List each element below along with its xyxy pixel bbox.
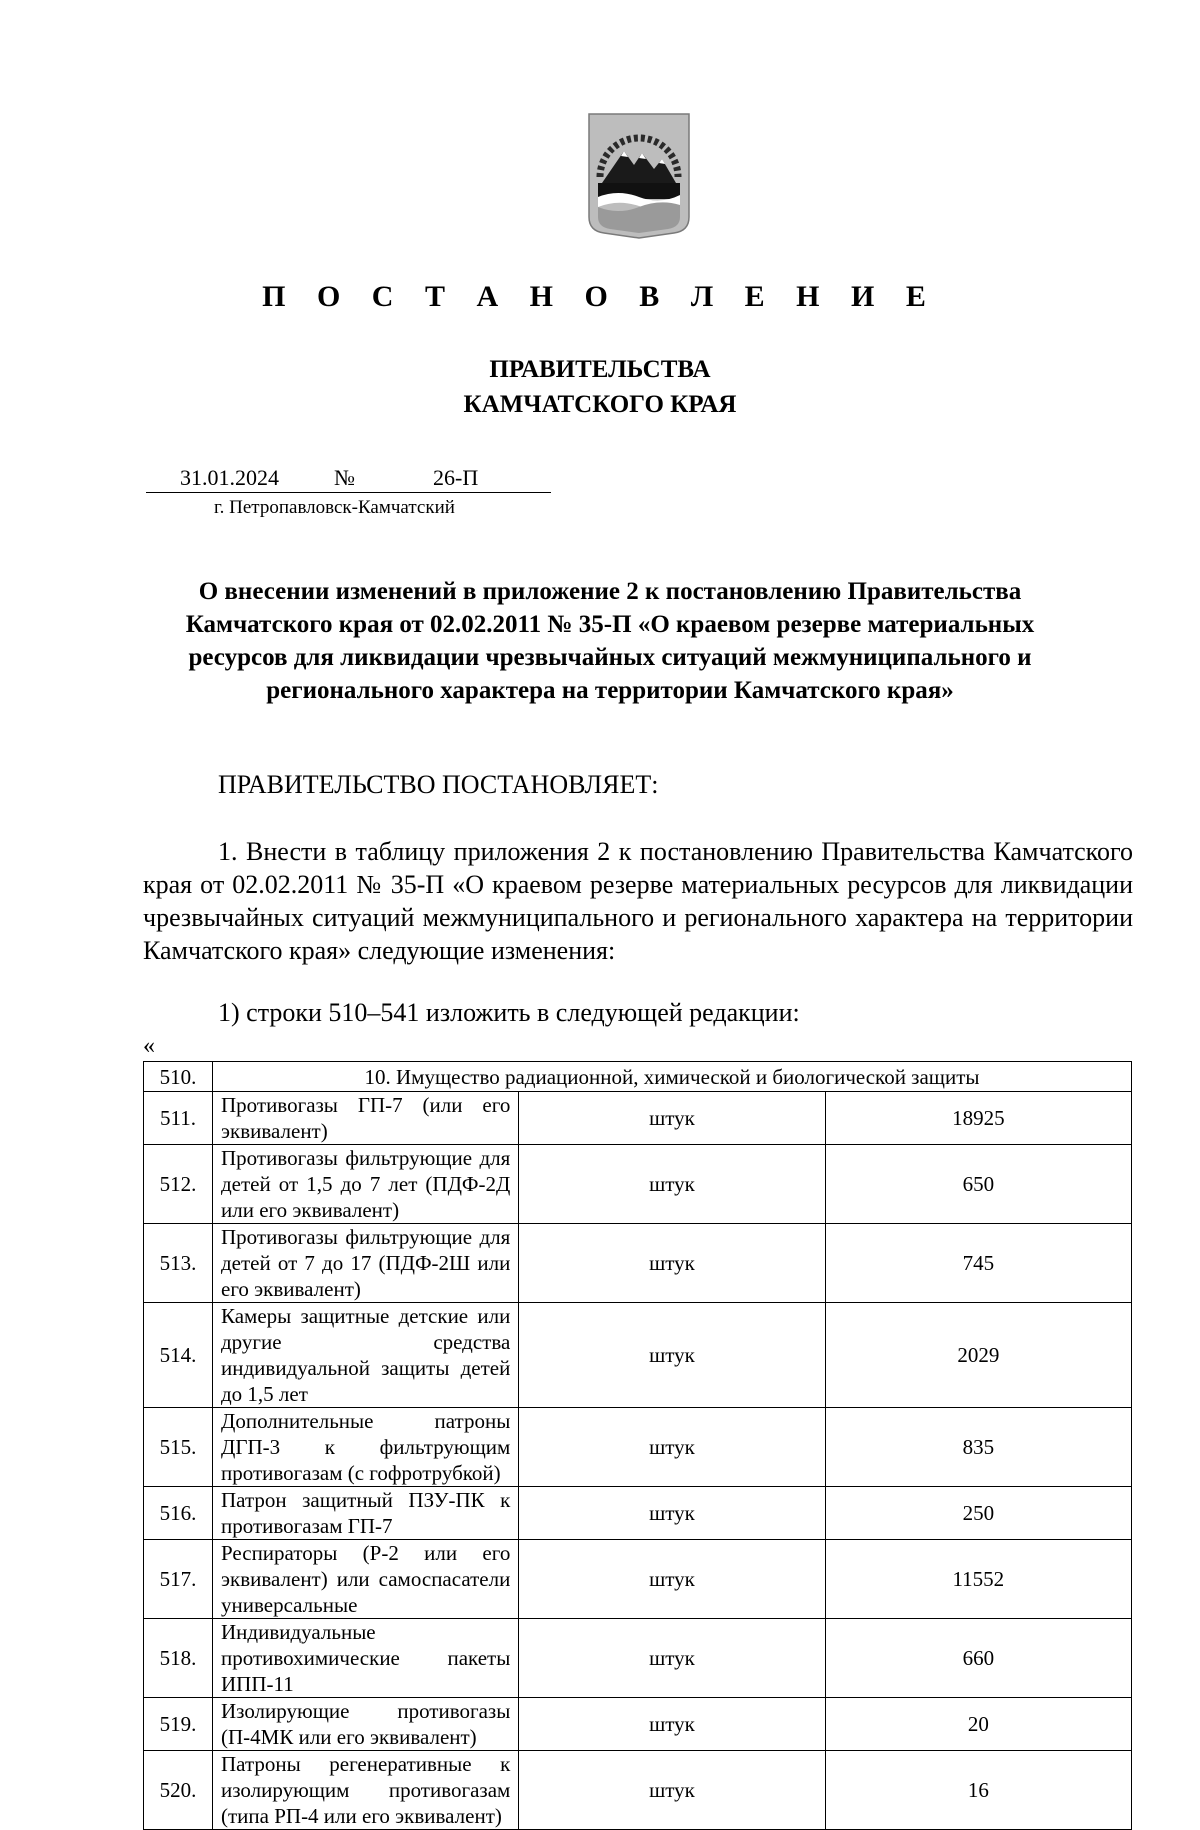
table-row bbox=[144, 1487, 1132, 1540]
item-quantity: 20 bbox=[825, 1698, 1131, 1751]
table-row bbox=[144, 1303, 1132, 1408]
authority-line-2: КАМЧАТСКОГО КРАЯ bbox=[463, 391, 737, 418]
decree-statement: ПРАВИТЕЛЬСТВО ПОСТАНОВЛЯЕТ: bbox=[218, 770, 659, 799]
kamchatka-coat-of-arms-icon bbox=[588, 113, 690, 239]
item-quantity: 745 bbox=[825, 1224, 1131, 1303]
item-quantity: 2029 bbox=[825, 1303, 1131, 1408]
item-quantity: 16 bbox=[825, 1751, 1131, 1830]
item-quantity: 250 bbox=[825, 1487, 1131, 1540]
item-unit: штук bbox=[519, 1540, 825, 1619]
document-city: г. Петропавловск-Камчатский bbox=[214, 497, 455, 518]
row-number: 517. bbox=[144, 1540, 213, 1619]
subparagraph-1: 1) строки 510–541 изложить в следующей редакции: bbox=[218, 998, 800, 1027]
row-number: 520. bbox=[144, 1751, 213, 1830]
row-number: 519. bbox=[144, 1698, 213, 1751]
item-name: Противогазы фильтрующие для детей от 1,5 до 7 лет (ПДФ-2Д или его эквивалент) bbox=[213, 1145, 519, 1224]
item-unit: штук bbox=[519, 1145, 825, 1224]
item-unit: штук bbox=[519, 1698, 825, 1751]
opening-quote: « bbox=[143, 1033, 155, 1059]
row-number: 512. bbox=[144, 1145, 213, 1224]
row-number: 514. bbox=[144, 1303, 213, 1408]
item-unit: штук bbox=[519, 1408, 825, 1487]
item-unit: штук bbox=[519, 1751, 825, 1830]
table-section-row bbox=[144, 1062, 1132, 1092]
item-name: Патрон защитный ПЗУ-ПК к противогазам ГП-7 bbox=[213, 1487, 519, 1540]
row-number: 518. bbox=[144, 1619, 213, 1698]
item-name: Патроны регенеративные к изолирующим противогазам (типа РП-4 или его эквивалент) bbox=[213, 1751, 519, 1830]
row-number: 515. bbox=[144, 1408, 213, 1487]
section-title: 10. Имущество радиационной, химической и биологической защиты bbox=[213, 1062, 1132, 1092]
row-number: 516. bbox=[144, 1487, 213, 1540]
item-unit: штук bbox=[519, 1303, 825, 1408]
table-row bbox=[144, 1092, 1132, 1145]
item-name: Индивидуальные противохимические пакеты ИПП-11 bbox=[213, 1619, 519, 1698]
date-underline bbox=[146, 492, 551, 493]
table-row bbox=[144, 1698, 1132, 1751]
row-number: 511. bbox=[144, 1092, 213, 1145]
document-number: 26-П bbox=[433, 465, 479, 490]
paragraph-1: 1. Внести в таблицу приложения 2 к постановлению Правительства Камчатского края от 02.02.2011 № 35-П «О краевом резерве материальных ресурсов для ликвидации чрезвычайных ситуаций межмуниципального и регионального характера на территории Камчатского края» следующие изменения: bbox=[143, 837, 1133, 965]
document-date: 31.01.2024 bbox=[180, 465, 279, 490]
table-row bbox=[144, 1751, 1132, 1830]
item-unit: штук bbox=[519, 1224, 825, 1303]
document-title: П О С Т А Н О В Л Е Н И Е bbox=[262, 280, 938, 313]
item-unit: штук bbox=[519, 1619, 825, 1698]
authority-line-1: ПРАВИТЕЛЬСТВА bbox=[489, 356, 711, 383]
table-row bbox=[144, 1408, 1132, 1487]
table-row bbox=[144, 1145, 1132, 1224]
item-name: Камеры защитные детские или другие средства индивидуальной защиты детей до 1,5 лет bbox=[213, 1303, 519, 1408]
table-row bbox=[144, 1224, 1132, 1303]
item-name: Дополнительные патроны ДГП-3 к фильтрующим противогазам (с гофротрубкой) bbox=[213, 1408, 519, 1487]
document-date-number-block bbox=[146, 462, 551, 522]
row-number: 510. bbox=[144, 1062, 213, 1092]
resources-table bbox=[143, 1061, 1132, 1830]
number-sign: № bbox=[334, 465, 355, 490]
item-unit: штук bbox=[519, 1487, 825, 1540]
item-quantity: 660 bbox=[825, 1619, 1131, 1698]
item-name: Изолирующие противогазы (П-4МК или его эквивалент) bbox=[213, 1698, 519, 1751]
item-quantity: 650 bbox=[825, 1145, 1131, 1224]
item-unit: штук bbox=[519, 1092, 825, 1145]
table-row bbox=[144, 1540, 1132, 1619]
item-name: Противогазы ГП-7 (или его эквивалент) bbox=[213, 1092, 519, 1145]
item-name: Респираторы (Р-2 или его эквивалент) или самоспасатели универсальные bbox=[213, 1540, 519, 1619]
item-quantity: 18925 bbox=[825, 1092, 1131, 1145]
document-heading: О внесении изменений в приложение 2 к постановлению Правительства Камчатского края от 02.02.2011 № 35-П «О краевом резерве материальных ресурсов для ликвидации чрезвычайных ситуаций межмуниципального и регионального характера на территории Камчатского края» bbox=[185, 578, 1035, 704]
item-name: Противогазы фильтрующие для детей от 7 до 17 (ПДФ-2Ш или его эквивалент) bbox=[213, 1224, 519, 1303]
row-number: 513. bbox=[144, 1224, 213, 1303]
issuing-authority bbox=[0, 352, 1200, 422]
table-row bbox=[144, 1619, 1132, 1698]
item-quantity: 11552 bbox=[825, 1540, 1131, 1619]
item-quantity: 835 bbox=[825, 1408, 1131, 1487]
